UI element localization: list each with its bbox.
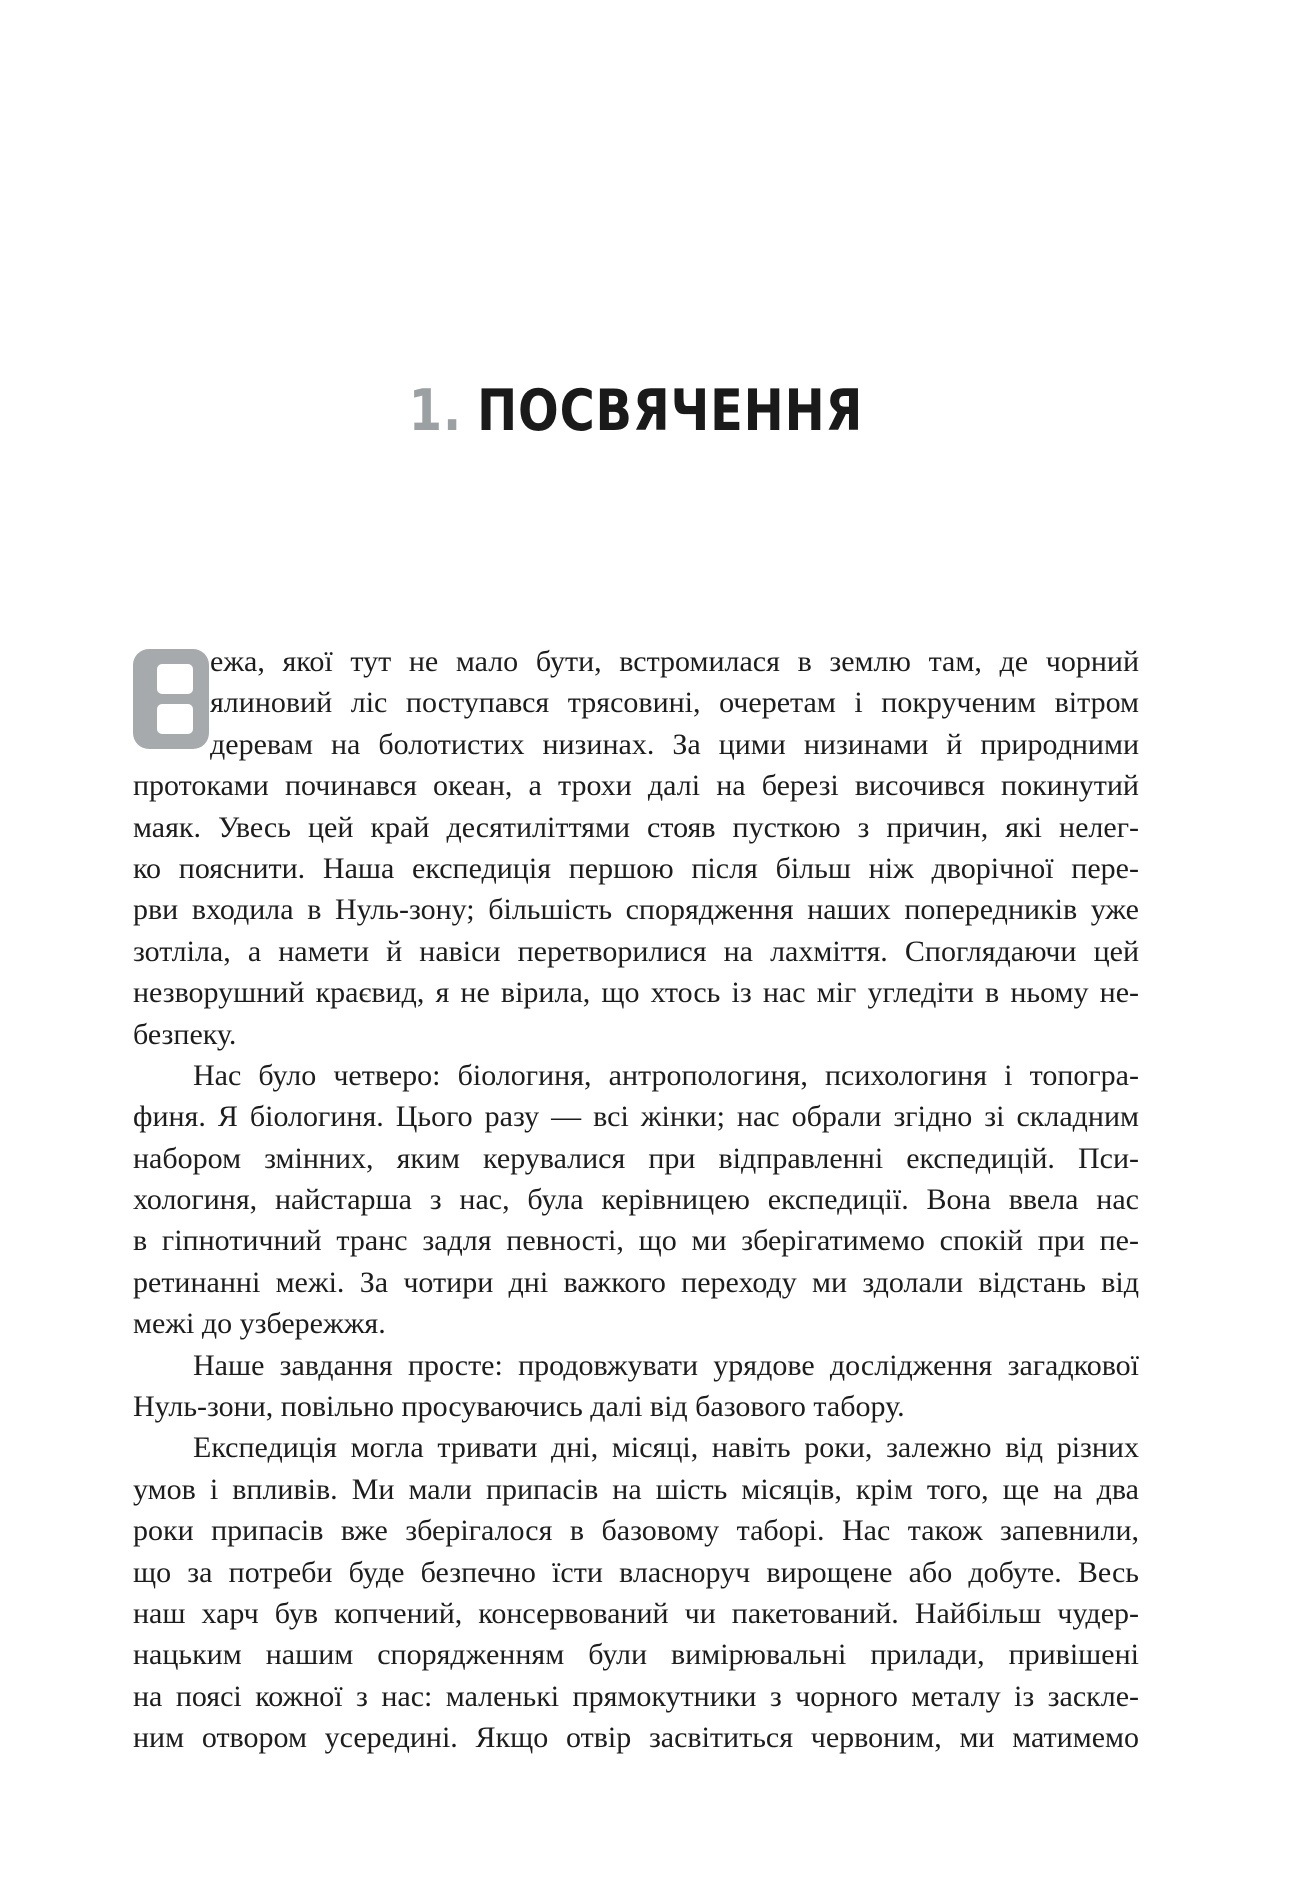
text-line: ялиновий ліс поступався трясовині, очеретам і покрученим вітром [210, 686, 1139, 720]
chapter-heading [213, 378, 1058, 444]
chapter-title: ПОСВЯЧЕННЯ [477, 378, 864, 444]
text-line: финя. Я біологиня. Цього разу — всі жінки; нас обрали згідно зі складним [133, 1100, 1139, 1134]
text-line: наш харч був копчений, консервований чи пакетований. Найбільш чудер- [133, 1596, 1139, 1630]
drop-cap [133, 649, 209, 749]
text-line: незворушний краєвид, я не вірила, що хтось із нас міг угледіти в ньому не- [133, 976, 1139, 1010]
text-line: Нуль-зони, повільно просуваючись далі від базового табору. [133, 1390, 905, 1424]
text-line: ежа, якої тут не мало бути, встромилася в землю там, де чорний [210, 645, 1139, 678]
body-text [133, 641, 1139, 1759]
text-line: в гіпнотичний транс задля певності, що ми зберігатимемо спокій при пе- [133, 1224, 1139, 1258]
text-line: протоками починався океан, а трохи далі на березі височився покинутий [133, 769, 1139, 803]
text-line: рви входила в Нуль-зону; більшість спорядження наших попередників уже [133, 893, 1139, 927]
paragraphs-container [133, 641, 1139, 1759]
text-line: що за потреби буде безпечно їсти власноруч вирощене або добуте. Весь [133, 1555, 1139, 1589]
text-line: набором змінних, яким керувалися при відправленні експедицій. Пси- [133, 1141, 1139, 1175]
text-line: нацьким нашим спорядженням були вимірювальні прилади, привішені [133, 1638, 1139, 1672]
text-line: хологиня, найстарша з нас, була керівницею експедиції. Вона ввела нас [133, 1183, 1139, 1217]
text-line: ним отвором усередині. Якщо отвір засвітиться червоним, ми матимемо [133, 1721, 1139, 1755]
text-line: маяк. Увесь цей край десятиліттями стояв пусткою з причин, які нелег- [133, 810, 1139, 844]
text-line: деревам на болотистих низинах. За цими низинами й природними [210, 727, 1139, 761]
text-line: ко пояснити. Наша експедиція першою після більш ніж дворічної пере- [133, 851, 1139, 885]
text-line: зотліла, а намети й навіси перетворилися на лахміття. Споглядаючи цей [133, 934, 1139, 968]
text-line: умов і впливів. Ми мали припасів на шість місяців, крім того, ще на два [133, 1472, 1139, 1506]
text-line: ретинанні межі. За чотири дні важкого переходу ми здолали відстань від [133, 1265, 1139, 1299]
text-line: Експедиція могла тривати дні, місяці, навіть роки, залежно від різних [193, 1431, 1139, 1465]
text-line: роки припасів вже зберігалося в базовому таборі. Нас також запевнили, [133, 1514, 1139, 1548]
text-line: безпеку. [133, 1017, 237, 1051]
chapter-number: 1. [408, 378, 462, 444]
text-line: Наше завдання просте: продовжувати урядове дослідження загадкової [193, 1348, 1139, 1382]
text-line: межі до узбережжя. [133, 1307, 386, 1341]
text-line: Нас було четверо: біологиня, антропологиня, психологиня і топогра- [193, 1058, 1139, 1092]
text-line: на поясі кожної з нас: маленькі прямокутники з чорного металу із заскле- [133, 1679, 1139, 1713]
